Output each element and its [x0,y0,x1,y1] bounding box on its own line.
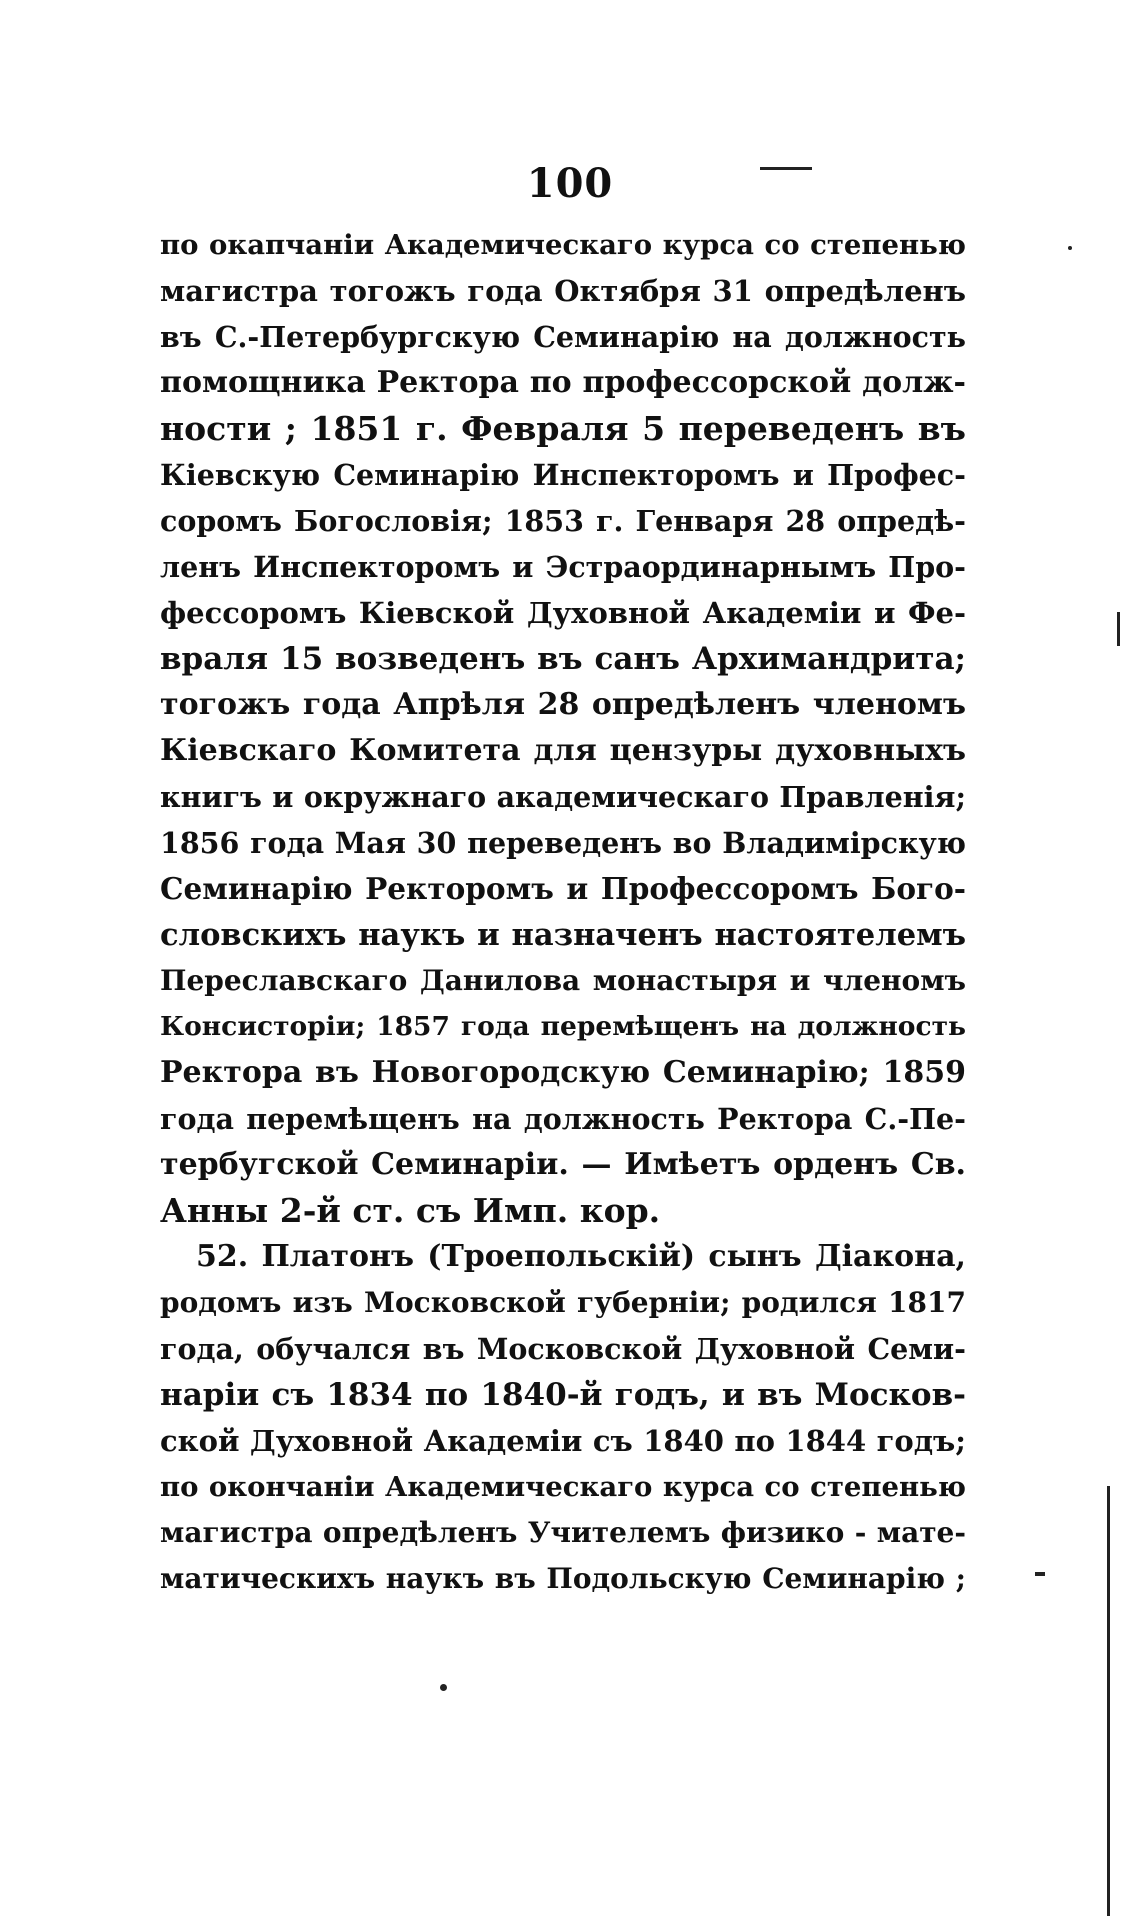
page-number: 100 [526,160,614,207]
text-line: Переславскаго Данилова монастыря и членомъ [160,964,966,997]
text-line: года перемѣщенъ на должность Ректора С.-Пе- [160,1102,966,1136]
text-line: въ С.-Петербургскую Семинарію на должность [160,320,966,354]
text-line: Семинарію Ректоромъ и Профессоромъ Бого- [160,871,966,906]
scan-speck-mark [1035,1572,1045,1576]
text-line: ности ; 1851 г. Февраля 5 переведенъ въ [160,409,966,448]
text-line: соромъ Богословія; 1853 г. Генваря 28 опредѣ- [160,504,966,538]
entry-52-first-line: 52. Платонъ (Троепольскій) сынъ Діакона, [196,1239,966,1274]
paragraph-end-line: Анны 2-й ст. съ Имп. кор. [160,1191,661,1230]
scan-edge-mark [1107,1486,1110,1916]
text-line: тербугской Семинаріи. — Имѣетъ орденъ Св. [160,1147,966,1182]
text-line: ской Духовной Академіи съ 1840 по 1844 годъ; [160,1424,966,1458]
text-line: по окончаніи Академическаго курса со степенью [160,1471,966,1503]
text-line: наріи съ 1834 по 1840-й годъ, и въ Москов- [160,1377,966,1413]
text-line: магистра опредѣленъ Учителемъ физико - мате- [160,1516,966,1549]
scan-speck-mark [1068,246,1072,250]
scan-dot-mark [440,1684,447,1691]
text-line: года, обучался въ Московской Духовной Семи- [160,1332,966,1366]
text-line: тогожъ года Апрѣля 28 опредѣленъ членомъ [160,687,966,722]
text-line: ленъ Инспекторомъ и Эстраординарнымъ Про- [160,550,966,584]
text-line: словскихъ наукъ и назначенъ настоятелемъ [160,917,966,953]
text-line: по окапчаніи Академическаго курса со степенью [160,229,966,261]
text-line: фессоромъ Кіевской Духовной Академіи и Фе- [160,596,966,630]
text-line: враля 15 возведенъ въ санъ Архимандрита; [160,641,966,677]
text-line: магистра тогожъ года Октября 31 опредѣленъ [160,274,966,308]
header-dash-mark [760,167,812,170]
text-line: Кіевскаго Комитета для цензуры духовныхъ [160,733,966,768]
text-line: помощника Ректора по профессорской долж- [160,365,966,400]
text-line: 1856 года Мая 30 переведенъ во Владимірскую [160,826,966,860]
text-line: родомъ изъ Московской губерніи; родился 1817 [160,1286,966,1319]
text-line: Кіевскую Семинарію Инспекторомъ и Профес- [160,458,966,492]
text-line: Консисторіи; 1857 года перемѣщенъ на должность [160,1011,966,1042]
text-line: матическихъ наукъ въ Подольскую Семинарію ; [160,1562,966,1595]
text-line: Ректора въ Новогородскую Семинарію; 1859 [160,1055,966,1090]
text-line: книгъ и окружнаго академическаго Правленія; [160,780,966,814]
body-text [160,222,966,1602]
scan-edge-mark [1117,612,1120,646]
